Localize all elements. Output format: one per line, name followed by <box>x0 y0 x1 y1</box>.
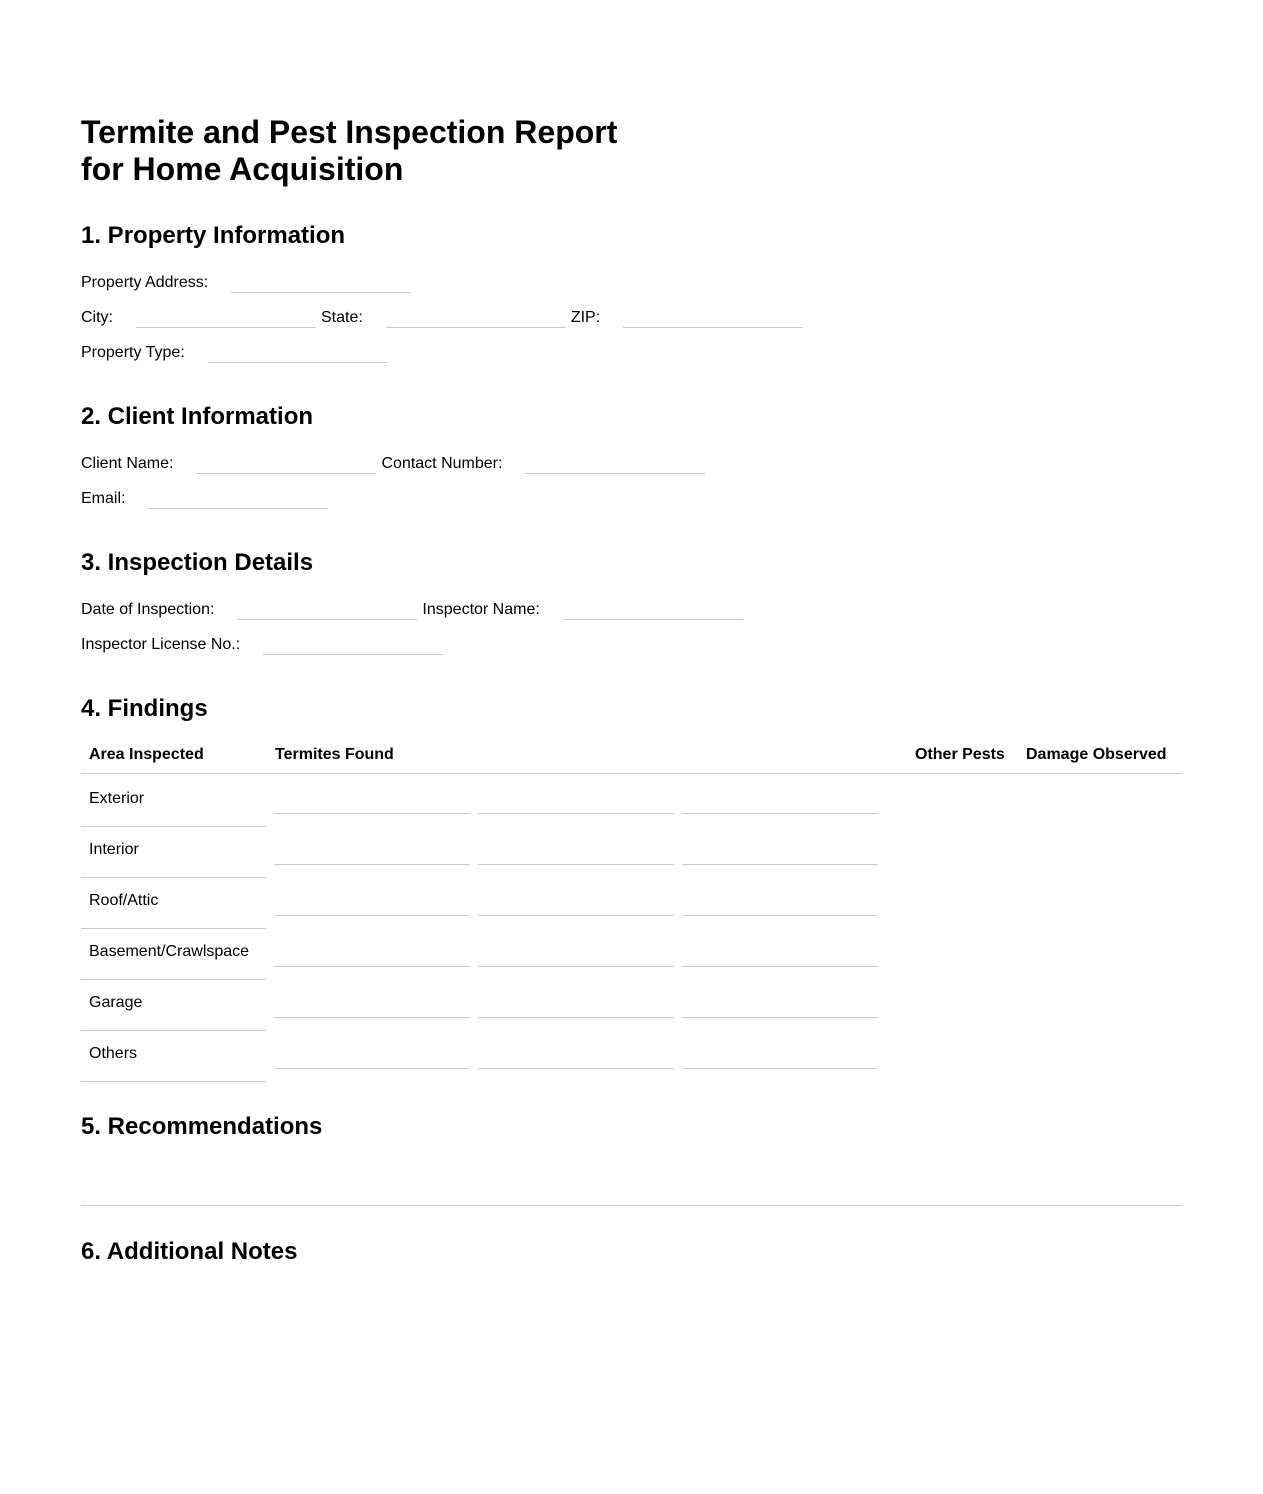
other-pests-field[interactable] <box>478 864 674 865</box>
damage-field[interactable] <box>682 813 878 814</box>
property-address-field[interactable] <box>231 278 411 293</box>
other-pests-field[interactable] <box>478 1017 674 1018</box>
area-label: Garage <box>89 994 143 1011</box>
recommendations-field[interactable] <box>81 1205 1182 1206</box>
property-address-row <box>81 271 416 293</box>
property-type-field[interactable] <box>208 348 388 363</box>
damage-field[interactable] <box>682 1068 878 1069</box>
client-name-field[interactable] <box>196 459 376 474</box>
termites-field[interactable] <box>274 813 470 814</box>
section-property-heading: 1. Property Information <box>81 222 346 249</box>
client-name-label: Client Name: <box>81 455 174 472</box>
license-label: Inspector License No.: <box>81 636 241 653</box>
other-pests-field[interactable] <box>478 1068 674 1069</box>
client-row <box>81 452 710 474</box>
table-row <box>81 1030 1182 1081</box>
termites-field[interactable] <box>274 1068 470 1069</box>
zip-label: ZIP: <box>570 309 601 326</box>
state-field[interactable] <box>386 313 566 328</box>
date-label: Date of Inspection: <box>81 601 215 618</box>
city-state-zip-row <box>81 306 808 328</box>
contact-number-field[interactable] <box>525 459 705 474</box>
termites-field[interactable] <box>274 1017 470 1018</box>
inspector-name-label: Inspector Name: <box>422 601 540 618</box>
col-other-pests: Other Pests <box>915 746 1005 763</box>
contact-number-label: Contact Number: <box>381 455 503 472</box>
section-inspection-heading: 3. Inspection Details <box>81 549 314 576</box>
section-client-heading: 2. Client Information <box>81 403 314 430</box>
email-field[interactable] <box>148 494 328 509</box>
other-pests-field[interactable] <box>478 915 674 916</box>
email-row <box>81 487 333 509</box>
damage-field[interactable] <box>682 1017 878 1018</box>
area-label: Others <box>89 1045 138 1062</box>
table-row <box>81 979 1182 1030</box>
col-termites: Termites Found <box>275 746 394 763</box>
damage-field[interactable] <box>682 915 878 916</box>
state-label: State: <box>321 309 363 326</box>
damage-field[interactable] <box>682 864 878 865</box>
area-label: Interior <box>89 841 139 858</box>
area-label: Exterior <box>89 790 145 807</box>
table-row <box>81 928 1182 979</box>
table-row <box>81 877 1182 928</box>
table-row <box>81 826 1182 877</box>
license-row <box>81 633 448 655</box>
city-field[interactable] <box>136 313 316 328</box>
property-type-label: Property Type: <box>81 344 185 361</box>
report-title: Termite and Pest Inspection Report for Home Acquisition <box>81 114 618 187</box>
col-area: Area Inspected <box>89 746 204 763</box>
other-pests-field[interactable] <box>478 813 674 814</box>
other-pests-field[interactable] <box>478 966 674 967</box>
findings-table-header <box>81 743 1182 774</box>
city-label: City: <box>81 309 113 326</box>
termites-field[interactable] <box>274 915 470 916</box>
date-field[interactable] <box>237 605 417 620</box>
email-label: Email: <box>81 490 126 507</box>
inspector-name-field[interactable] <box>563 605 743 620</box>
area-label: Roof/Attic <box>89 892 159 909</box>
termites-field[interactable] <box>274 864 470 865</box>
property-address-label: Property Address: <box>81 274 209 291</box>
area-label: Basement/Crawlspace <box>89 943 250 960</box>
property-type-row <box>81 341 393 363</box>
inspection-row <box>81 598 748 620</box>
section-recommendations-heading: 5. Recommendations <box>81 1113 323 1140</box>
section-notes-heading: 6. Additional Notes <box>81 1238 298 1265</box>
damage-field[interactable] <box>682 966 878 967</box>
license-field[interactable] <box>263 640 443 655</box>
section-findings-heading: 4. Findings <box>81 695 208 722</box>
col-damage: Damage Observed <box>1026 746 1167 763</box>
table-row <box>81 775 1182 826</box>
termites-field[interactable] <box>274 966 470 967</box>
zip-field[interactable] <box>623 313 803 328</box>
